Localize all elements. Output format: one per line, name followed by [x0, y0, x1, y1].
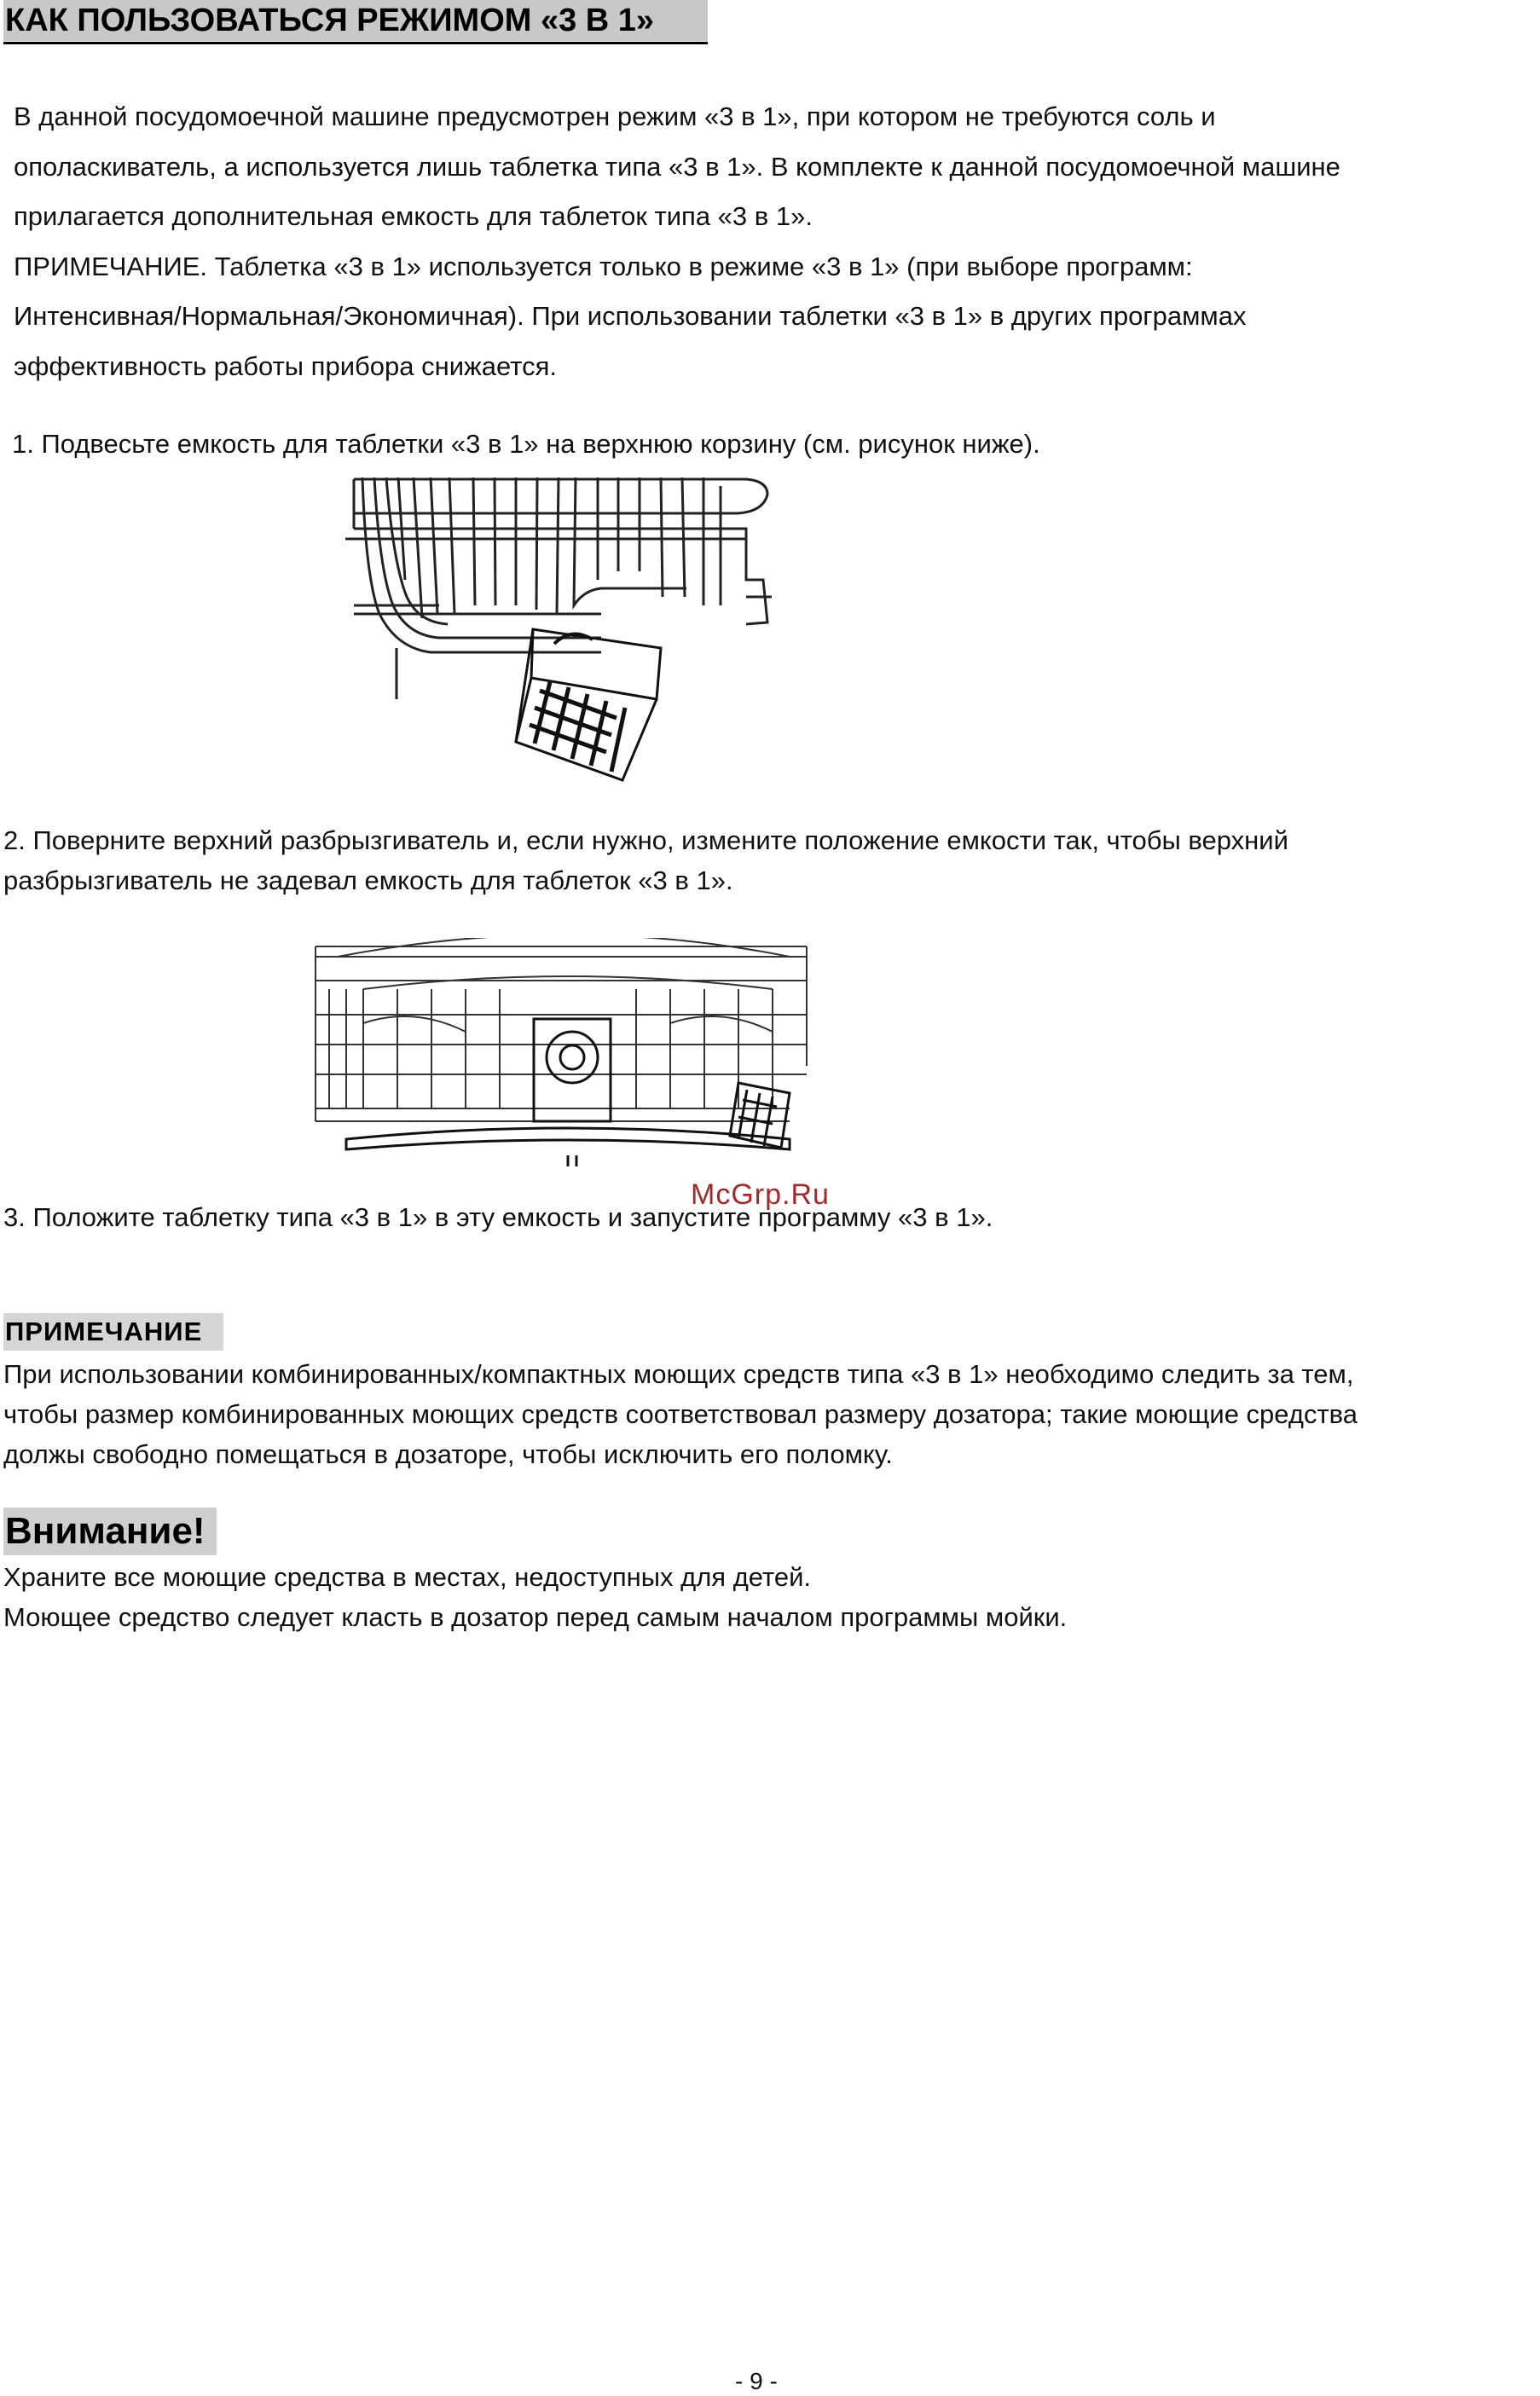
step-1	[12, 424, 1040, 464]
intro-line: Интенсивная/Нормальная/Экономичная). При использовании таблетки «3 в 1» в других программах	[14, 301, 1247, 331]
watermark: McGrp.Ru	[691, 1178, 830, 1211]
step-2	[3, 820, 1288, 900]
basket-holder-illustration	[345, 477, 780, 793]
note-line: При использовании комбинированных/компактных моющих средств типа «3 в 1» необходимо следить за тем,	[3, 1359, 1354, 1389]
step-text: Положите таблетку типа «3 в 1» в эту емкость и запустите программу «3 в 1».	[32, 1202, 993, 1232]
page-number: - 9 -	[735, 2368, 778, 2394]
warning-body	[3, 1557, 1067, 1637]
step-text: Поверните верхний разбрызгиватель и, если нужно, измените положение емкости так, чтобы верхний	[32, 825, 1288, 855]
intro-paragraph	[14, 92, 1340, 391]
intro-line: В данной посудомоечной машине предусмотрен режим «3 в 1», при котором не требуются соль и	[14, 101, 1216, 131]
page-title: КАК ПОЛЬЗОВАТЬСЯ РЕЖИМОМ «3 В 1»	[3, 0, 708, 41]
intro-line: ополаскиватель, а используется лишь таблетка типа «3 в 1». В комплекте к данной посудомоечной машине	[14, 151, 1340, 182]
warning-heading: Внимание!	[3, 1508, 217, 1555]
warning-line: Моющее средство следует класть в дозатор перед самым началом программы мойки.	[3, 1602, 1068, 1632]
note-heading: ПРИМЕЧАНИЕ	[3, 1313, 223, 1351]
note-line: чтобы размер комбинированных моющих средств соответствовал размеру дозатора; такие моющие средства	[3, 1399, 1358, 1429]
spray-arm-illustration	[312, 938, 832, 1168]
step-text: Подвесьте емкость для таблетки «3 в 1» на верхнюю корзину (см. рисунок ниже).	[41, 429, 1040, 459]
intro-line: ПРИМЕЧАНИЕ. Таблетка «3 в 1» используется только в режиме «3 в 1» (при выборе программ:	[14, 251, 1193, 281]
step-number: 3.	[3, 1202, 26, 1232]
step-3	[3, 1197, 993, 1237]
step-number: 2.	[3, 825, 26, 855]
note-body	[3, 1354, 1358, 1474]
intro-line: эффективность работы прибора снижается.	[14, 350, 557, 381]
step-number: 1.	[12, 429, 34, 459]
step-text: разбрызгиватель не задевал емкость для таблеток «3 в 1».	[3, 865, 733, 895]
warning-line: Храните все моющие средства в местах, недоступных для детей.	[3, 1562, 812, 1592]
title-underline	[3, 42, 708, 44]
intro-line: прилагается дополнительная емкость для таблеток типа «3 в 1».	[14, 201, 813, 231]
note-line: должы свободно помещаться в дозаторе, чтобы исключить его поломку.	[3, 1439, 893, 1469]
